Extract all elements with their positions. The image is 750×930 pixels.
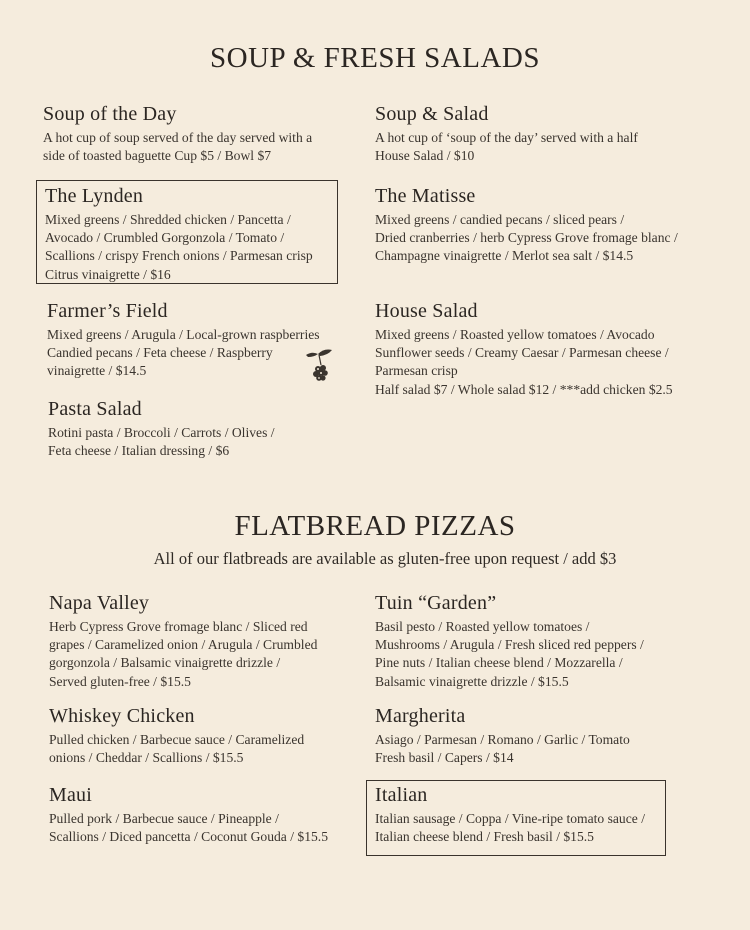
item-description-line: A hot cup of ‘soup of the day’ served with a half — [375, 130, 638, 145]
item-description-line: Italian sausage / Coppa / Vine-ripe tomato sauce / — [375, 811, 645, 826]
item-description-line: Herb Cypress Grove fromage blanc / Sliced red — [49, 619, 308, 634]
menu-item-farmers-field — [47, 300, 320, 381]
menu-item-soup-and-salad — [375, 103, 638, 165]
item-name: Soup & Salad — [375, 103, 489, 125]
item-description-line: Champagne vinaigrette / Merlot sea salt / $14.5 — [375, 248, 634, 264]
item-description-line: onions / Cheddar / Scallions / $15.5 — [49, 750, 244, 766]
menu-item-whiskey-chicken — [49, 705, 304, 767]
item-description-line: Mixed greens / Shredded chicken / Pancetta / — [45, 212, 291, 227]
item-description-line: Feta cheese / Italian dressing / $6 — [48, 443, 230, 459]
item-description-line: Half salad $7 / Whole salad $12 / ***add chicken $2.5 — [375, 381, 673, 397]
item-name: Tuin “Garden” — [375, 592, 497, 614]
item-name: Farmer’s Field — [47, 300, 168, 322]
item-name: The Matisse — [375, 185, 476, 207]
soup-salads-heading: SOUP & FRESH SALADS — [210, 42, 540, 74]
item-description-line: House Salad / $10 — [375, 148, 475, 164]
item-description-line: Scallions / Diced pancetta / Coconut Gouda / $15.5 — [49, 829, 328, 845]
menu-item-soup-of-the-day — [43, 103, 312, 165]
item-description-line: Balsamic vinaigrette drizzle / $15.5 — [375, 673, 569, 689]
item-name: Margherita — [375, 705, 466, 727]
item-description-line: vinaigrette / $14.5 — [47, 363, 147, 379]
item-name: Soup of the Day — [43, 103, 177, 125]
menu-item-the-lynden — [36, 180, 338, 284]
item-description-line: Asiago / Parmesan / Romano / Garlic / Tomato — [375, 732, 630, 747]
item-description-line: Served gluten-free / $15.5 — [49, 673, 191, 689]
item-description-line: Pine nuts / Italian cheese blend / Mozzarella / — [375, 655, 623, 671]
menu-item-the-matisse — [375, 185, 678, 266]
menu-item-house-salad — [375, 300, 673, 399]
item-description-line: Pulled chicken / Barbecue sauce / Caramelized — [49, 732, 305, 747]
item-name: House Salad — [375, 300, 478, 322]
item-description-line: Basil pesto / Roasted yellow tomatoes / — [375, 619, 590, 634]
flatbread-pizzas-heading: FLATBREAD PIZZAS — [234, 510, 516, 542]
menu-item-margherita — [375, 705, 630, 767]
item-description-line: Sunflower seeds / Creamy Caesar / Parmesan cheese / — [375, 345, 669, 361]
item-description-line: Pulled pork / Barbecue sauce / Pineapple / — [49, 811, 279, 826]
item-name: Whiskey Chicken — [49, 705, 195, 727]
item-description-line: Dried cranberries / herb Cypress Grove fromage blanc / — [375, 230, 678, 246]
menu-item-tuin-garden — [375, 592, 644, 691]
item-description-line: Mixed greens / candied pecans / sliced pears / — [375, 212, 625, 227]
item-description-line: Mixed greens / Arugula / Local-grown raspberries — [47, 327, 320, 342]
item-description-line: Candied pecans / Feta cheese / Raspberry — [47, 345, 273, 361]
item-description-line: A hot cup of soup served of the day served with a — [43, 130, 313, 145]
item-description-line: Mixed greens / Roasted yellow tomatoes / Avocado — [375, 327, 655, 342]
item-description-line: Citrus vinaigrette / $16 — [45, 266, 171, 282]
item-description-line: Parmesan crisp — [375, 363, 458, 379]
item-name: Pasta Salad — [48, 398, 142, 420]
item-description-line: Avocado / Crumbled Gorgonzola / Tomato / — [45, 230, 285, 246]
raspberry-icon — [302, 345, 342, 385]
menu-item-pasta-salad — [48, 398, 275, 460]
item-description-line: grapes / Caramelized onion / Arugula / Crumbled — [49, 637, 318, 653]
menu-item-napa-valley — [49, 592, 317, 691]
item-description-line: Scallions / crispy French onions / Parmesan crisp — [45, 248, 313, 264]
gluten-free-note: All of our flatbreads are available as gluten-free upon request / add $3 — [153, 549, 617, 568]
item-name: Italian — [375, 784, 428, 806]
item-name: The Lynden — [45, 185, 144, 207]
item-description-line: Mushrooms / Arugula / Fresh sliced red peppers / — [375, 637, 644, 653]
menu-item-maui — [49, 784, 328, 846]
item-description-line: Rotini pasta / Broccoli / Carrots / Olives / — [48, 425, 275, 440]
item-description-line: gorgonzola / Balsamic vinaigrette drizzle / — [49, 655, 281, 671]
item-name: Maui — [49, 784, 93, 806]
item-name: Napa Valley — [49, 592, 150, 614]
item-description-line: side of toasted baguette Cup $5 / Bowl $7 — [43, 148, 272, 164]
item-description-line: Italian cheese blend / Fresh basil / $15.5 — [375, 829, 594, 845]
item-description-line: Fresh basil / Capers / $14 — [375, 750, 514, 766]
menu-item-italian — [366, 780, 666, 856]
